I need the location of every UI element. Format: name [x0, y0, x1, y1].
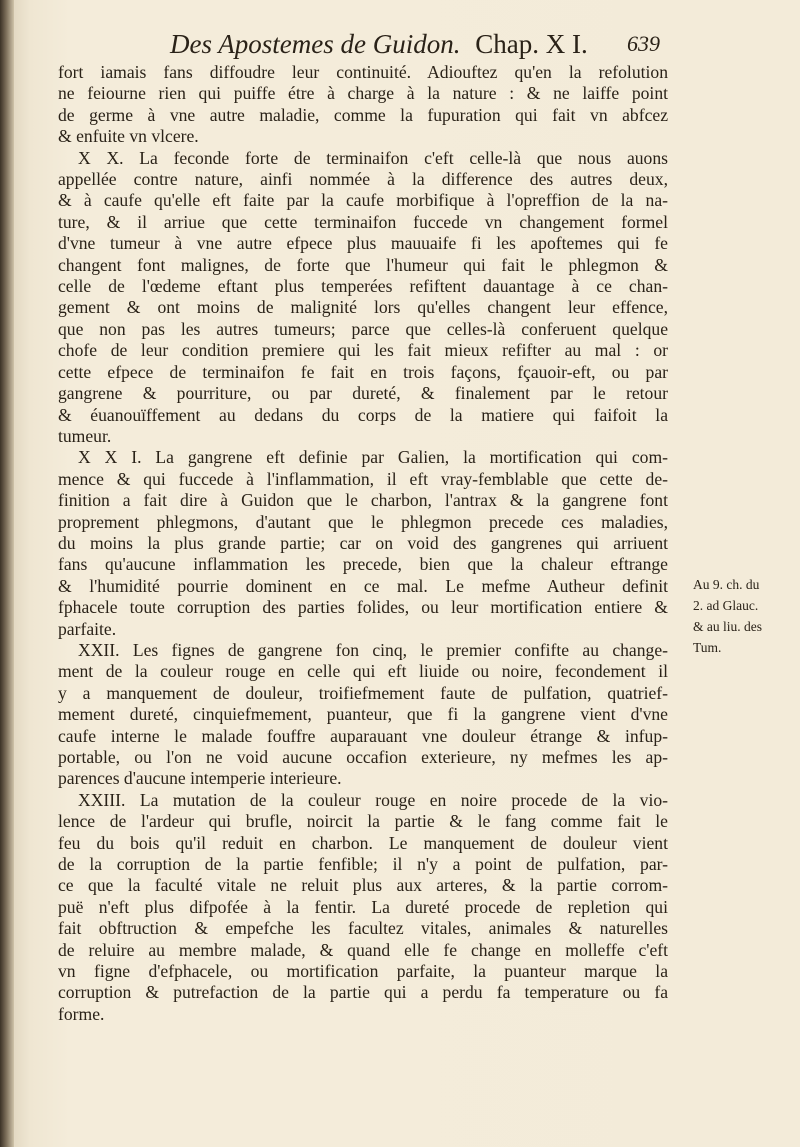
text-line: & l'humidité pourrie dominent en ce mal. Le mefme Autheur definit [58, 575, 668, 596]
text-line: appellée contre nature, ainfi nommée à la difference des autres deux, [58, 169, 668, 190]
text-line: & enfuite vn vlcere. [58, 126, 199, 147]
text-line: fphacele toute corruption des parties folides, ou leur mortification entiere & [58, 597, 668, 618]
text-line: chofe de leur condition premiere qui les fait mieux refifter au mal : or [58, 340, 668, 361]
text-line: ne feiourne rien qui puiffe étre à charge à la nature : & ne laiffe point [58, 83, 668, 104]
binding-gutter [0, 0, 14, 1147]
text-line: & éuanouïffement au dedans du corps de la matiere qui faifoit la [58, 404, 668, 425]
body-text [58, 62, 668, 1025]
margin-note-line: 2. ad Glauc. [693, 598, 759, 613]
chapter-label: Chap. X I. [475, 29, 588, 59]
margin-note-line: Au 9. ch. du [693, 577, 760, 592]
text-line: forme. [58, 1003, 105, 1024]
margin-note [693, 574, 793, 658]
margin-note-line: Tum. [693, 640, 722, 655]
text-line: que non pas les autres tumeurs; parce que celles-là conferuent quelque [58, 318, 668, 339]
text-line: de la corruption de la partie fenfible; il n'y a point de pulfation, par- [58, 854, 668, 875]
text-line: y a manquement de douleur, troifiefmement faute de pulfation, quatrief- [58, 682, 668, 703]
text-line: mement dureté, cinquiefmement, puanteur, que fi la gangrene vient d'vne [58, 704, 668, 725]
text-line: tumeur. [58, 425, 112, 446]
text-line: ce que la faculté vitale ne reluit plus aux arteres, & la partie corrom- [58, 875, 668, 896]
text-line: corruption & putrefaction de la partie qui a perdu fa temperature ou fa [58, 982, 668, 1003]
text-line: ture, & il arriue que cette terminaifon fuccede vn changement formel [58, 211, 668, 232]
text-line: finition a fait dire à Guidon que le charbon, l'antrax & la gangrene font [58, 490, 668, 511]
text-line: XXII. Les fignes de gangrene fon cinq, le premier confifte au change- [78, 639, 668, 660]
text-line: X X I. La gangrene eft definie par Galien, la mortification qui com- [78, 447, 668, 468]
text-line: & à caufe qu'elle eft faite par la caufe morbifique à l'opreffion de la na- [58, 190, 668, 211]
text-line: du moins la plus grande partie; car on void des gangrenes qui arriuent [58, 532, 668, 553]
text-line: gement & ont moins de malignité lors qu'elles changent leur effence, [58, 297, 668, 318]
text-line: mence & qui fuccede à l'inflammation, il eft vray-femblable que cette de- [58, 468, 668, 489]
text-line: fort iamais fans diffoudre leur continuité. Adiouftez qu'en la refolution [58, 62, 668, 82]
text-line: fait obftruction & empefche les facultez vitales, animales & naturelles [58, 918, 668, 939]
text-line: changent font malignes, de forte que l'humeur qui fait le phlegmon & [58, 254, 668, 275]
text-line: proprement phlegmons, d'autant que le phlegmon precede ces maladies, [58, 511, 668, 532]
text-line: portable, ou l'on ne void aucune occafion exterieure, ny mefmes les ap- [58, 747, 668, 767]
text-line: vn figne d'efphacele, ou mortification parfaite, la puanteur marque la [58, 961, 668, 982]
text-line: caufe interne le malade fouffre auparauant vne douleur étrange & infup- [58, 725, 668, 746]
text-line: puë n'eft plus difpofée à la fentir. La dureté procede de repletion qui [58, 896, 668, 917]
text-line: de reluire au membre malade, & quand elle fe change en molleffe c'eft [58, 939, 668, 960]
text-line: parfaite. [58, 618, 117, 639]
text-line: lence de l'ardeur qui brufle, noircit la partie & le fang comme fait le [58, 811, 668, 832]
text-line: d'vne tumeur à vne autre efpece plus mauuaife fi les apoftemes qui fe [58, 233, 668, 254]
text-line: gangrene & pourriture, ou par dureté, & finalement par le retour [58, 383, 668, 404]
margin-note-line: & au liu. des [693, 619, 762, 634]
text-line: cette efpece de terminaifon fe fait en trois façons, fçauoir-eft, ou par [58, 361, 668, 382]
text-line: parences d'aucune intemperie interieure. [58, 768, 342, 789]
text-line: XXIII. La mutation de la couleur rouge en noire procede de la vio- [78, 789, 668, 810]
text-line: X X. La feconde forte de terminaifon c'eft celle-là que nous auons [78, 147, 668, 168]
text-line: feu du bois qu'il reduit en charbon. Le manquement de douleur vient [58, 832, 668, 853]
page-number: 639 [627, 31, 660, 56]
running-title: Des Apostemes de Guidon. [170, 29, 461, 59]
text-line: ment de la couleur rouge en celle qui eft liuide ou noire, fecondement il [58, 661, 668, 682]
text-line: celle de l'œdeme eftant plus temperées refiftent dauantage à ce chan- [58, 276, 668, 297]
text-line: fans qu'aucune inflammation les precede, bien que la chaleur eftrange [58, 554, 668, 575]
running-header [170, 26, 660, 62]
text-line: de germe à vne autre maladie, comme la fupuration qui fait vn abfcez [58, 104, 668, 125]
